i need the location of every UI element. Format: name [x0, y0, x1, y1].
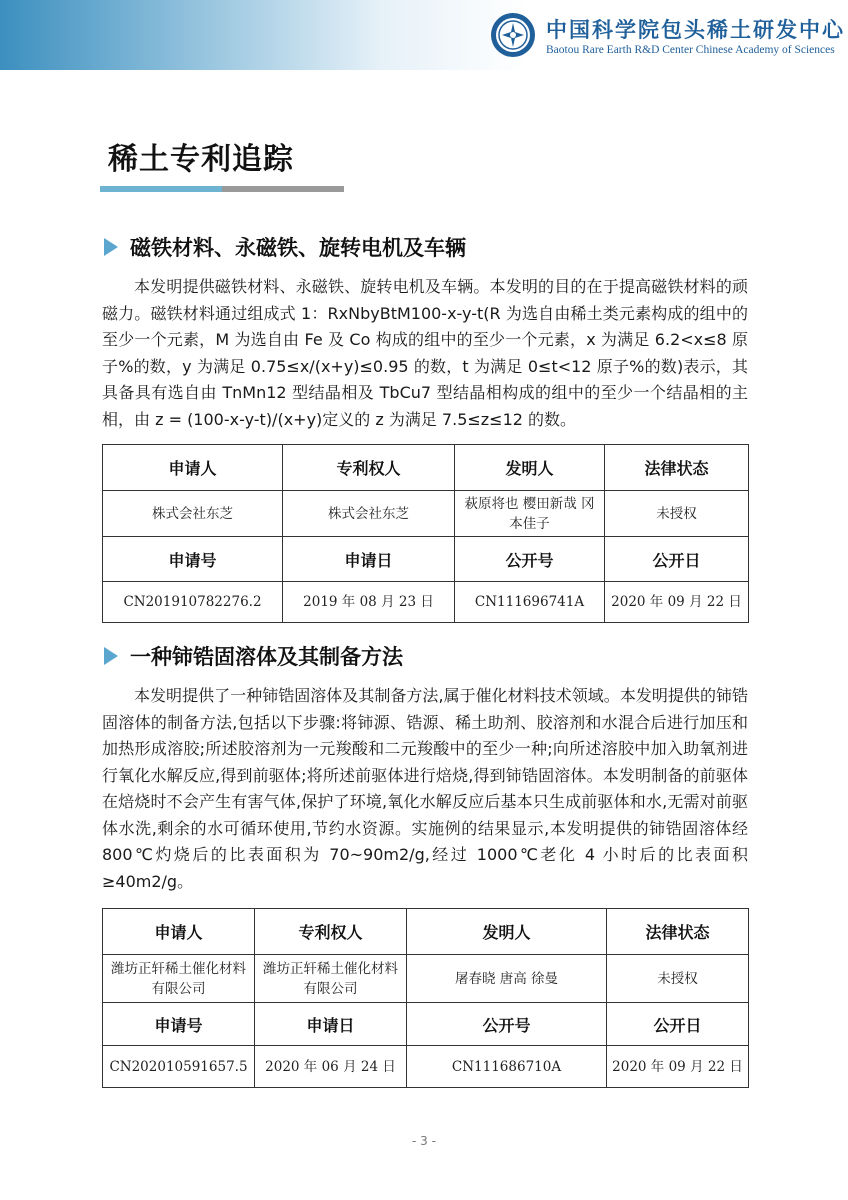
table-cell: 2020 年 06 月 24 日 [255, 1046, 407, 1088]
table-cell: 潍坊正轩稀土催化材料有限公司 [103, 955, 255, 1003]
table-header-row [103, 537, 749, 582]
table-cell: 萩原将也 樱田新哉 冈本佳子 [455, 491, 605, 537]
table-row [103, 1046, 749, 1088]
section-1-heading [104, 232, 466, 262]
section-2-paragraph: 本发明提供了一种铈锆固溶体及其制备方法,属于催化材料技术领域。本发明提供的铈锆固溶体的制备方法,包括以下步骤:将铈源、锆源、稀土助剂、胶溶剂和水混合后进行加压和加热形成溶胶;所述胶溶剂为一元羧酸和二元羧酸中的至少一种;向所述溶胶中加入助氧剂进行氧化水解反应,得到前驱体;将所述前驱体进行焙烧,得到铈锆固溶体。本发明制备的前驱体在焙烧时不会产生有害气体,保护了环境,氧化水解反应后基本只生成前驱体和水,无需对前驱体水洗,剩余的水可循环使用,节约水资源。实施例的结果显示,本发明提供的铈锆固溶体经 800℃灼烧后的比表面积为 70~90m2/g,经过 1000℃老化 4 小时后的比表面积≥40m2/g。 [102, 686, 748, 891]
page-title: 稀土专利追踪 [108, 142, 294, 177]
table-header-cell: 申请日 [255, 1003, 407, 1046]
page-header [0, 0, 848, 70]
table-cell: 潍坊正轩稀土催化材料有限公司 [255, 955, 407, 1003]
table-header-row [103, 445, 749, 491]
table-cell: CN111696741A [455, 582, 605, 623]
table-header-cell: 申请号 [103, 1003, 255, 1046]
table-row [103, 582, 749, 623]
table-header-cell: 法律状态 [605, 445, 749, 491]
table-header-cell: 发明人 [455, 445, 605, 491]
table-header-cell: 申请人 [103, 445, 283, 491]
table-header-cell: 申请号 [103, 537, 283, 582]
table-header-cell: 法律状态 [607, 909, 749, 955]
table-row [103, 491, 749, 537]
table-cell: 株式会社东芝 [283, 491, 455, 537]
triangle-bullet-icon [104, 647, 118, 665]
table-header-cell: 公开号 [407, 1003, 607, 1046]
table-header-cell: 专利权人 [255, 909, 407, 955]
table-header-cell: 公开日 [605, 537, 749, 582]
section-1-title: 磁铁材料、永磁铁、旋转电机及车辆 [130, 236, 466, 260]
section-1-patent-table [102, 444, 749, 623]
table-cell: 株式会社东芝 [103, 491, 283, 537]
table-row [103, 955, 749, 1003]
table-cell: 屠春晓 唐高 徐曼 [407, 955, 607, 1003]
table-header-cell: 申请日 [283, 537, 455, 582]
table-cell: CN111686710A [407, 1046, 607, 1088]
table-cell: CN201910782276.2 [103, 582, 283, 623]
table-header-cell: 专利权人 [283, 445, 455, 491]
section-2-title: 一种铈锆固溶体及其制备方法 [130, 645, 403, 669]
cas-emblem-icon [490, 12, 536, 58]
table-header-cell: 申请人 [103, 909, 255, 955]
org-name-en: Baotou Rare Earth R&D Center Chinese Academy of Sciences [546, 44, 835, 56]
table-header-cell: 发明人 [407, 909, 607, 955]
table-header-cell: 公开日 [607, 1003, 749, 1046]
triangle-bullet-icon [104, 238, 118, 256]
table-cell: 未授权 [605, 491, 749, 537]
table-cell: 未授权 [607, 955, 749, 1003]
table-cell: CN202010591657.5 [103, 1046, 255, 1088]
section-1-paragraph: 本发明提供磁铁材料、永磁铁、旋转电机及车辆。本发明的目的在于提高磁铁材料的顽磁力。磁铁材料通过组成式 1：RxNbyBtM100-x-y-t(R 为选自由稀土类元素构成的组中的至少一个元素，M 为选自由 Fe 及 Co 构成的组中的至少一个元素，x 为满足 6.2<x≤8 原子%的数，y 为满足 0.75≤x/(x+y)≤0.95 的数，t 为满足 0≤t<12 原子%的数)表示，其具备具有选自由 TnMn12 型结晶相及 TbCu7 型结晶相构成的组中的至少一个结晶相的主相，由 z = (100-x-y-t)/(x+y)定义的 z 为满足 7.5≤z≤12 的数。 [102, 277, 748, 429]
table-cell: 2019 年 08 月 23 日 [283, 582, 455, 623]
title-underline [100, 186, 344, 192]
section-2-patent-table [102, 908, 749, 1088]
table-header-cell: 公开号 [455, 537, 605, 582]
table-header-row [103, 909, 749, 955]
table-header-row [103, 1003, 749, 1046]
page-number: - 3 - [412, 1134, 436, 1148]
section-2-heading [104, 641, 403, 671]
table-cell: 2020 年 09 月 22 日 [605, 582, 749, 623]
org-name-cn: 中国科学院包头稀土研发中心 [546, 17, 845, 42]
table-cell: 2020 年 09 月 22 日 [607, 1046, 749, 1088]
